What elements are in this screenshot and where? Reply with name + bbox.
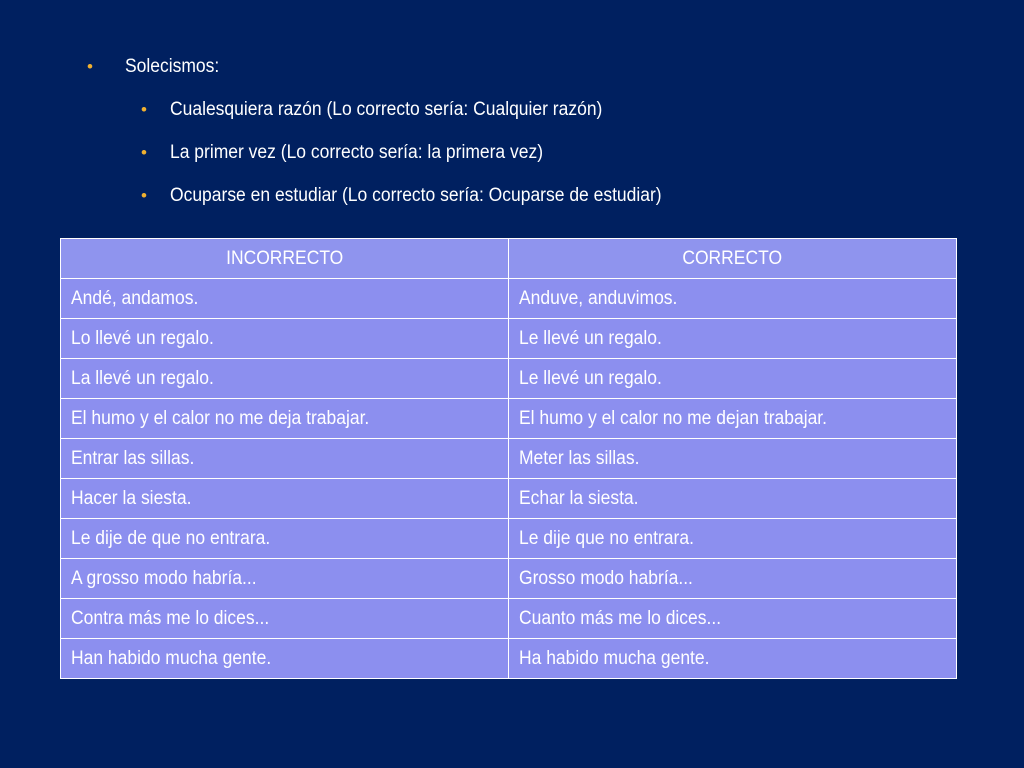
cell-text: Lo llevé un regalo.	[71, 327, 214, 349]
comparison-table	[60, 238, 957, 679]
header-label: CORRECTO	[682, 247, 783, 269]
table-row	[61, 599, 957, 639]
bullet-icon: •	[141, 143, 147, 162]
bullet-item-text: Cualesquiera razón (Lo correcto sería: Cualquier razón)	[170, 99, 603, 120]
cell-text: Meter las sillas.	[519, 447, 640, 469]
table-row	[61, 359, 957, 399]
cell-incorrect	[61, 319, 509, 359]
cell-correct	[509, 479, 957, 519]
cell-text: Le llevé un regalo.	[519, 327, 662, 349]
cell-text: La llevé un regalo.	[71, 367, 214, 389]
table-row	[61, 399, 957, 439]
bullet-heading	[87, 54, 227, 80]
bullet-icon: •	[87, 57, 93, 76]
cell-text: Ha habido mucha gente.	[519, 647, 710, 669]
cell-text: Echar la siesta.	[519, 487, 639, 509]
header-correcto	[509, 239, 957, 279]
cell-text: Hacer la siesta.	[71, 487, 192, 509]
cell-text: Han habido mucha gente.	[71, 647, 272, 669]
cell-text: Grosso modo habría...	[519, 567, 693, 589]
table-row	[61, 439, 957, 479]
cell-correct	[509, 439, 957, 479]
cell-text: A grosso modo habría...	[71, 567, 257, 589]
bullet-item	[141, 97, 640, 123]
table-header-row	[61, 239, 957, 279]
table-row	[61, 479, 957, 519]
cell-correct	[509, 279, 957, 319]
cell-incorrect	[61, 479, 509, 519]
header-incorrecto	[61, 239, 509, 279]
cell-text: Le dije de que no entrara.	[71, 527, 271, 549]
table-row	[61, 639, 957, 679]
cell-correct	[509, 639, 957, 679]
cell-correct	[509, 599, 957, 639]
cell-incorrect	[61, 359, 509, 399]
bullet-icon: •	[141, 186, 147, 205]
cell-incorrect	[61, 639, 509, 679]
cell-correct	[509, 399, 957, 439]
cell-text: El humo y el calor no me dejan trabajar.	[519, 407, 828, 429]
table-row	[61, 519, 957, 559]
header-label: INCORRECTO	[225, 247, 344, 269]
cell-text: El humo y el calor no me deja trabajar.	[71, 407, 370, 429]
cell-text: Le llevé un regalo.	[519, 367, 662, 389]
cell-text: Andé, andamos.	[71, 287, 199, 309]
table-row	[61, 559, 957, 599]
table-row	[61, 279, 957, 319]
cell-correct	[509, 359, 957, 399]
bullet-icon: •	[141, 100, 147, 119]
cell-incorrect	[61, 519, 509, 559]
cell-incorrect	[61, 399, 509, 439]
cell-text: Contra más me lo dices...	[71, 607, 270, 629]
cell-correct	[509, 519, 957, 559]
bullet-item-text: La primer vez (Lo correcto sería: la primera vez)	[170, 142, 544, 163]
bullet-item	[141, 140, 575, 166]
cell-text: Le dije que no entrara.	[519, 527, 694, 549]
cell-correct	[509, 319, 957, 359]
cell-text: Anduve, anduvimos.	[519, 287, 678, 309]
cell-text: Cuanto más me lo dices...	[519, 607, 722, 629]
cell-correct	[509, 559, 957, 599]
bullet-heading-text: Solecismos:	[125, 56, 220, 77]
cell-incorrect	[61, 599, 509, 639]
bullet-item-text: Ocuparse en estudiar (Lo correcto sería: Ocuparse de estudiar)	[170, 185, 662, 206]
table-row	[61, 319, 957, 359]
cell-incorrect	[61, 279, 509, 319]
bullet-item	[141, 183, 704, 209]
cell-text: Entrar las sillas.	[71, 447, 195, 469]
cell-incorrect	[61, 439, 509, 479]
cell-incorrect	[61, 559, 509, 599]
